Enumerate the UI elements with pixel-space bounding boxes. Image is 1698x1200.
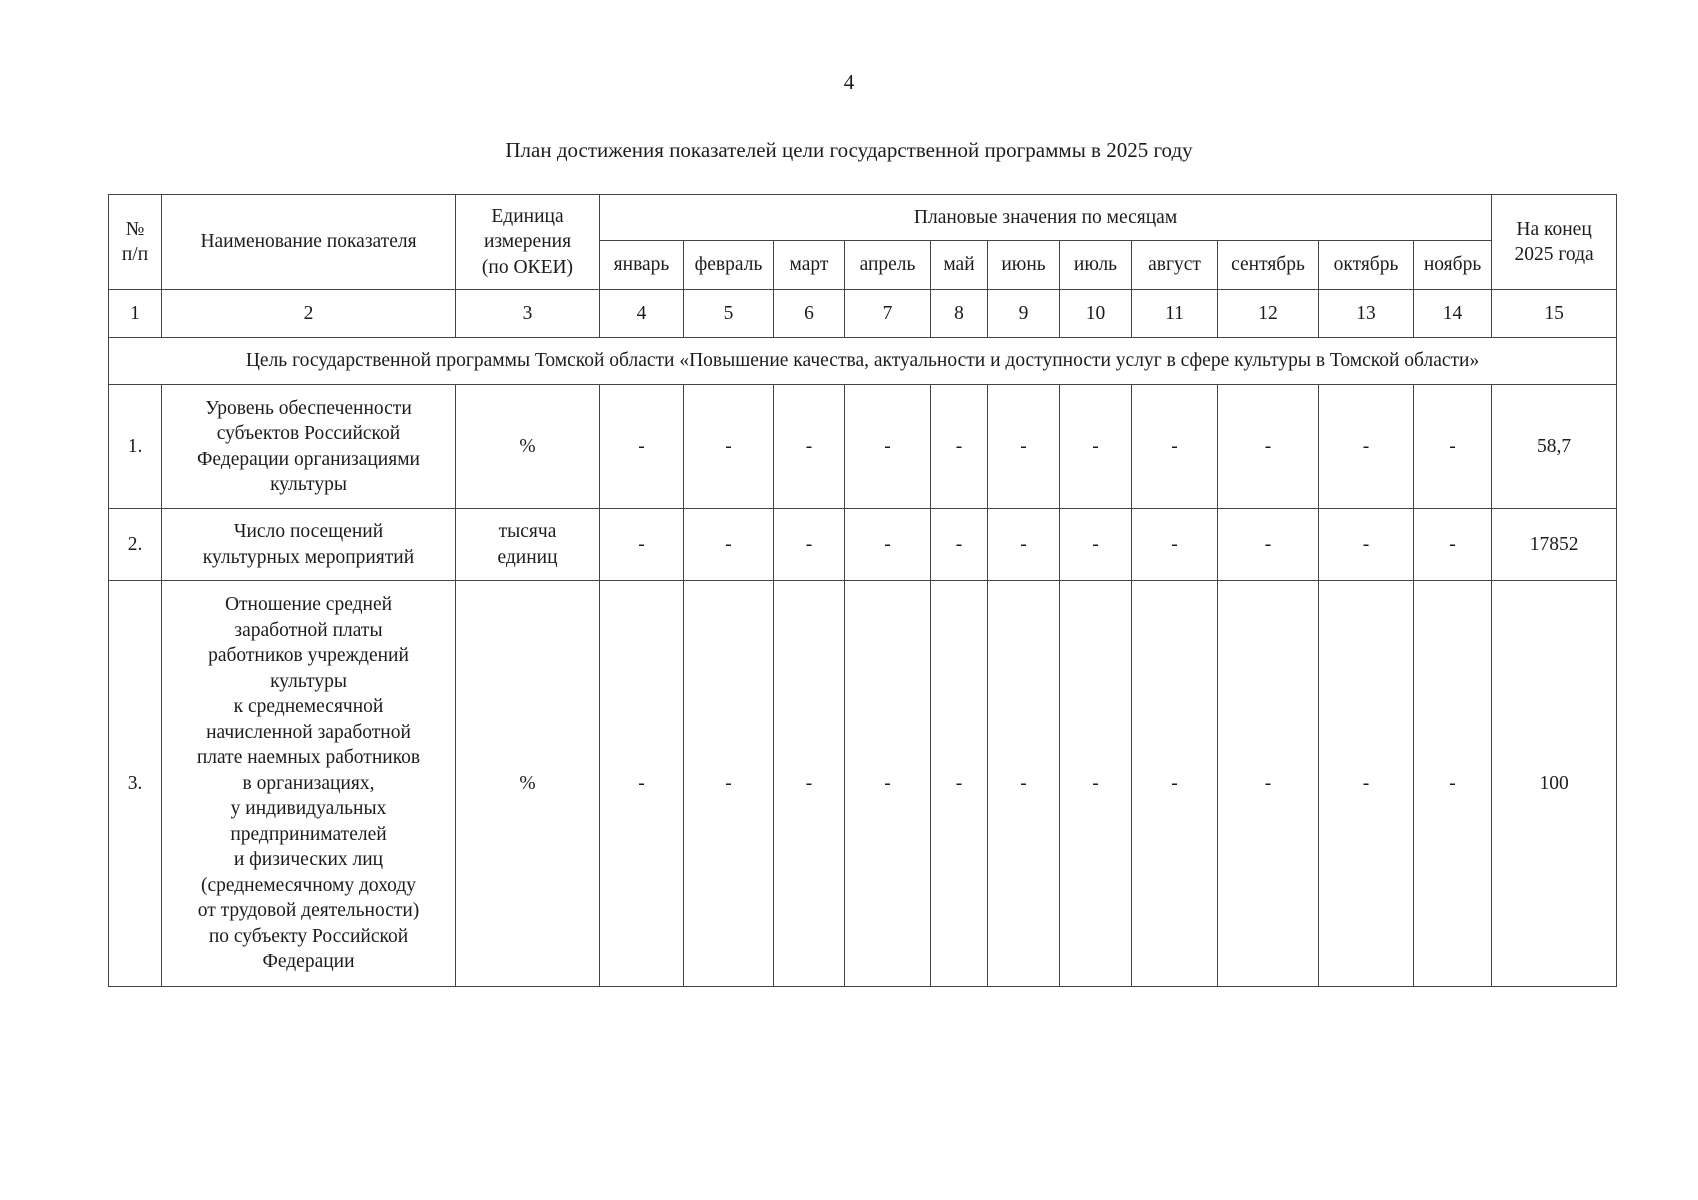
indicator-name-line: предпринимателей [230,823,387,845]
header-month: февраль [684,241,774,290]
month-value: - [774,385,845,509]
row-index: 2. [109,509,162,581]
row-index: 3. [109,581,162,987]
month-value: - [1319,581,1414,987]
header-month: июль [1060,241,1132,290]
month-value: - [988,581,1060,987]
unit-line: единиц [497,546,558,568]
header-month: август [1132,241,1218,290]
indicator-name-line: культуры [270,474,347,495]
month-value: - [684,509,774,581]
header-month: ноябрь [1414,241,1492,290]
indicator-name-line: у индивидуальных [230,798,387,820]
month-value: - [1319,509,1414,581]
column-number: 1 [109,290,162,338]
unit-of-measure [456,581,600,987]
table-body [109,338,1617,987]
indicator-name-line: плате наемных работников [196,747,421,769]
month-value: - [988,385,1060,509]
indicator-name-line: Уровень обеспеченности [205,397,412,419]
unit-line: % [519,435,536,457]
month-value: - [1060,385,1132,509]
column-number: 3 [456,290,600,338]
header-end-line: 2025 года [1514,244,1594,265]
month-value: - [845,581,931,987]
month-value: - [1414,581,1492,987]
indicators-plan-table [108,194,1617,987]
month-value: - [1218,581,1319,987]
indicator-name-line: Отношение средней [224,594,393,616]
unit-of-measure [456,509,600,581]
month-value: - [684,581,774,987]
header-end-line: На конец [1516,218,1592,240]
column-number: 11 [1132,290,1218,338]
month-value: - [684,385,774,509]
end-of-year-value: 58,7 [1492,385,1617,509]
month-value: - [988,509,1060,581]
header-unit-line: измерения [483,231,572,253]
column-number: 4 [600,290,684,338]
indicator-name-line: к среднемесячной [233,696,384,718]
month-value: - [845,385,931,509]
indicator-name-line: Федерации организациями [197,448,420,470]
month-value: - [931,509,988,581]
header-num-line: № [125,218,145,240]
document-title: План достижения показателей цели государственной программы в 2025 году [505,138,1193,162]
indicator-name-line: культурных мероприятий [202,546,415,568]
indicator-name-line: начисленной заработной [206,721,411,743]
indicator-name-line: культуры [270,670,347,692]
header-unit-line: Единица [491,205,564,227]
indicator-name-line: (среднемесячному доходу [200,874,417,896]
column-number: 5 [684,290,774,338]
header-month: сентябрь [1218,241,1319,290]
goal-row: Цель государственной программы Томской области «Повышение качества, актуальности и доступности услуг в сфере культуры в Томской области» [109,338,1617,385]
table-row [109,385,1617,509]
column-number-row [109,290,1617,338]
month-value: - [600,509,684,581]
header-unit [456,195,600,290]
month-value: - [1132,581,1218,987]
indicator-name-line: от трудовой деятельности) [197,900,420,922]
month-value: - [1414,385,1492,509]
header-month: май [931,241,988,290]
indicator-name-line: работников учреждений [208,645,409,667]
month-value: - [600,385,684,509]
month-value: - [845,509,931,581]
unit-line: % [519,772,536,794]
header-unit-line: (по ОКЕИ) [481,256,574,278]
month-value: - [774,509,845,581]
month-value: - [1218,385,1319,509]
column-number: 2 [162,290,456,338]
month-value: - [1132,385,1218,509]
end-of-year-value: 17852 [1492,509,1617,581]
indicator-name-line: и физических лиц [233,849,384,871]
header-num [109,195,162,290]
end-of-year-value: 100 [1492,581,1617,987]
header-plan-by-month: Плановые значения по месяцам [600,195,1492,241]
month-value: - [774,581,845,987]
indicator-name-line: Число посещений [233,521,384,542]
page-number: 4 [843,70,855,94]
header-month: март [774,241,845,290]
month-value: - [1218,509,1319,581]
header-month: январь [600,241,684,290]
table-row [109,509,1617,581]
indicator-name-line: по субъекту Российской [208,925,409,947]
header-num-line: п/п [121,244,149,265]
column-number: 14 [1414,290,1492,338]
column-number: 9 [988,290,1060,338]
indicator-name-line: Федерации [262,951,355,973]
month-value: - [600,581,684,987]
month-value: - [1414,509,1492,581]
month-value: - [931,385,988,509]
unit-line: тысяча [498,521,557,542]
column-number: 7 [845,290,931,338]
indicator-name [162,385,456,509]
table-row [109,581,1617,987]
header-end-of-year [1492,195,1617,290]
column-number: 13 [1319,290,1414,338]
header-month: июнь [988,241,1060,290]
column-number: 8 [931,290,988,338]
indicator-name [162,581,456,987]
header-month: октябрь [1319,241,1414,290]
header-month: апрель [845,241,931,290]
header-name: Наименование показателя [162,195,456,290]
month-value: - [1060,509,1132,581]
indicator-name-line: субъектов Российской [216,423,401,444]
month-value: - [931,581,988,987]
column-number: 15 [1492,290,1617,338]
indicator-name [162,509,456,581]
indicator-name-line: заработной платы [234,619,383,641]
month-value: - [1060,581,1132,987]
month-value: - [1319,385,1414,509]
column-number: 10 [1060,290,1132,338]
column-number: 6 [774,290,845,338]
column-number: 12 [1218,290,1319,338]
row-index: 1. [109,385,162,509]
month-value: - [1132,509,1218,581]
unit-of-measure [456,385,600,509]
indicator-name-line: в организациях, [242,772,375,794]
